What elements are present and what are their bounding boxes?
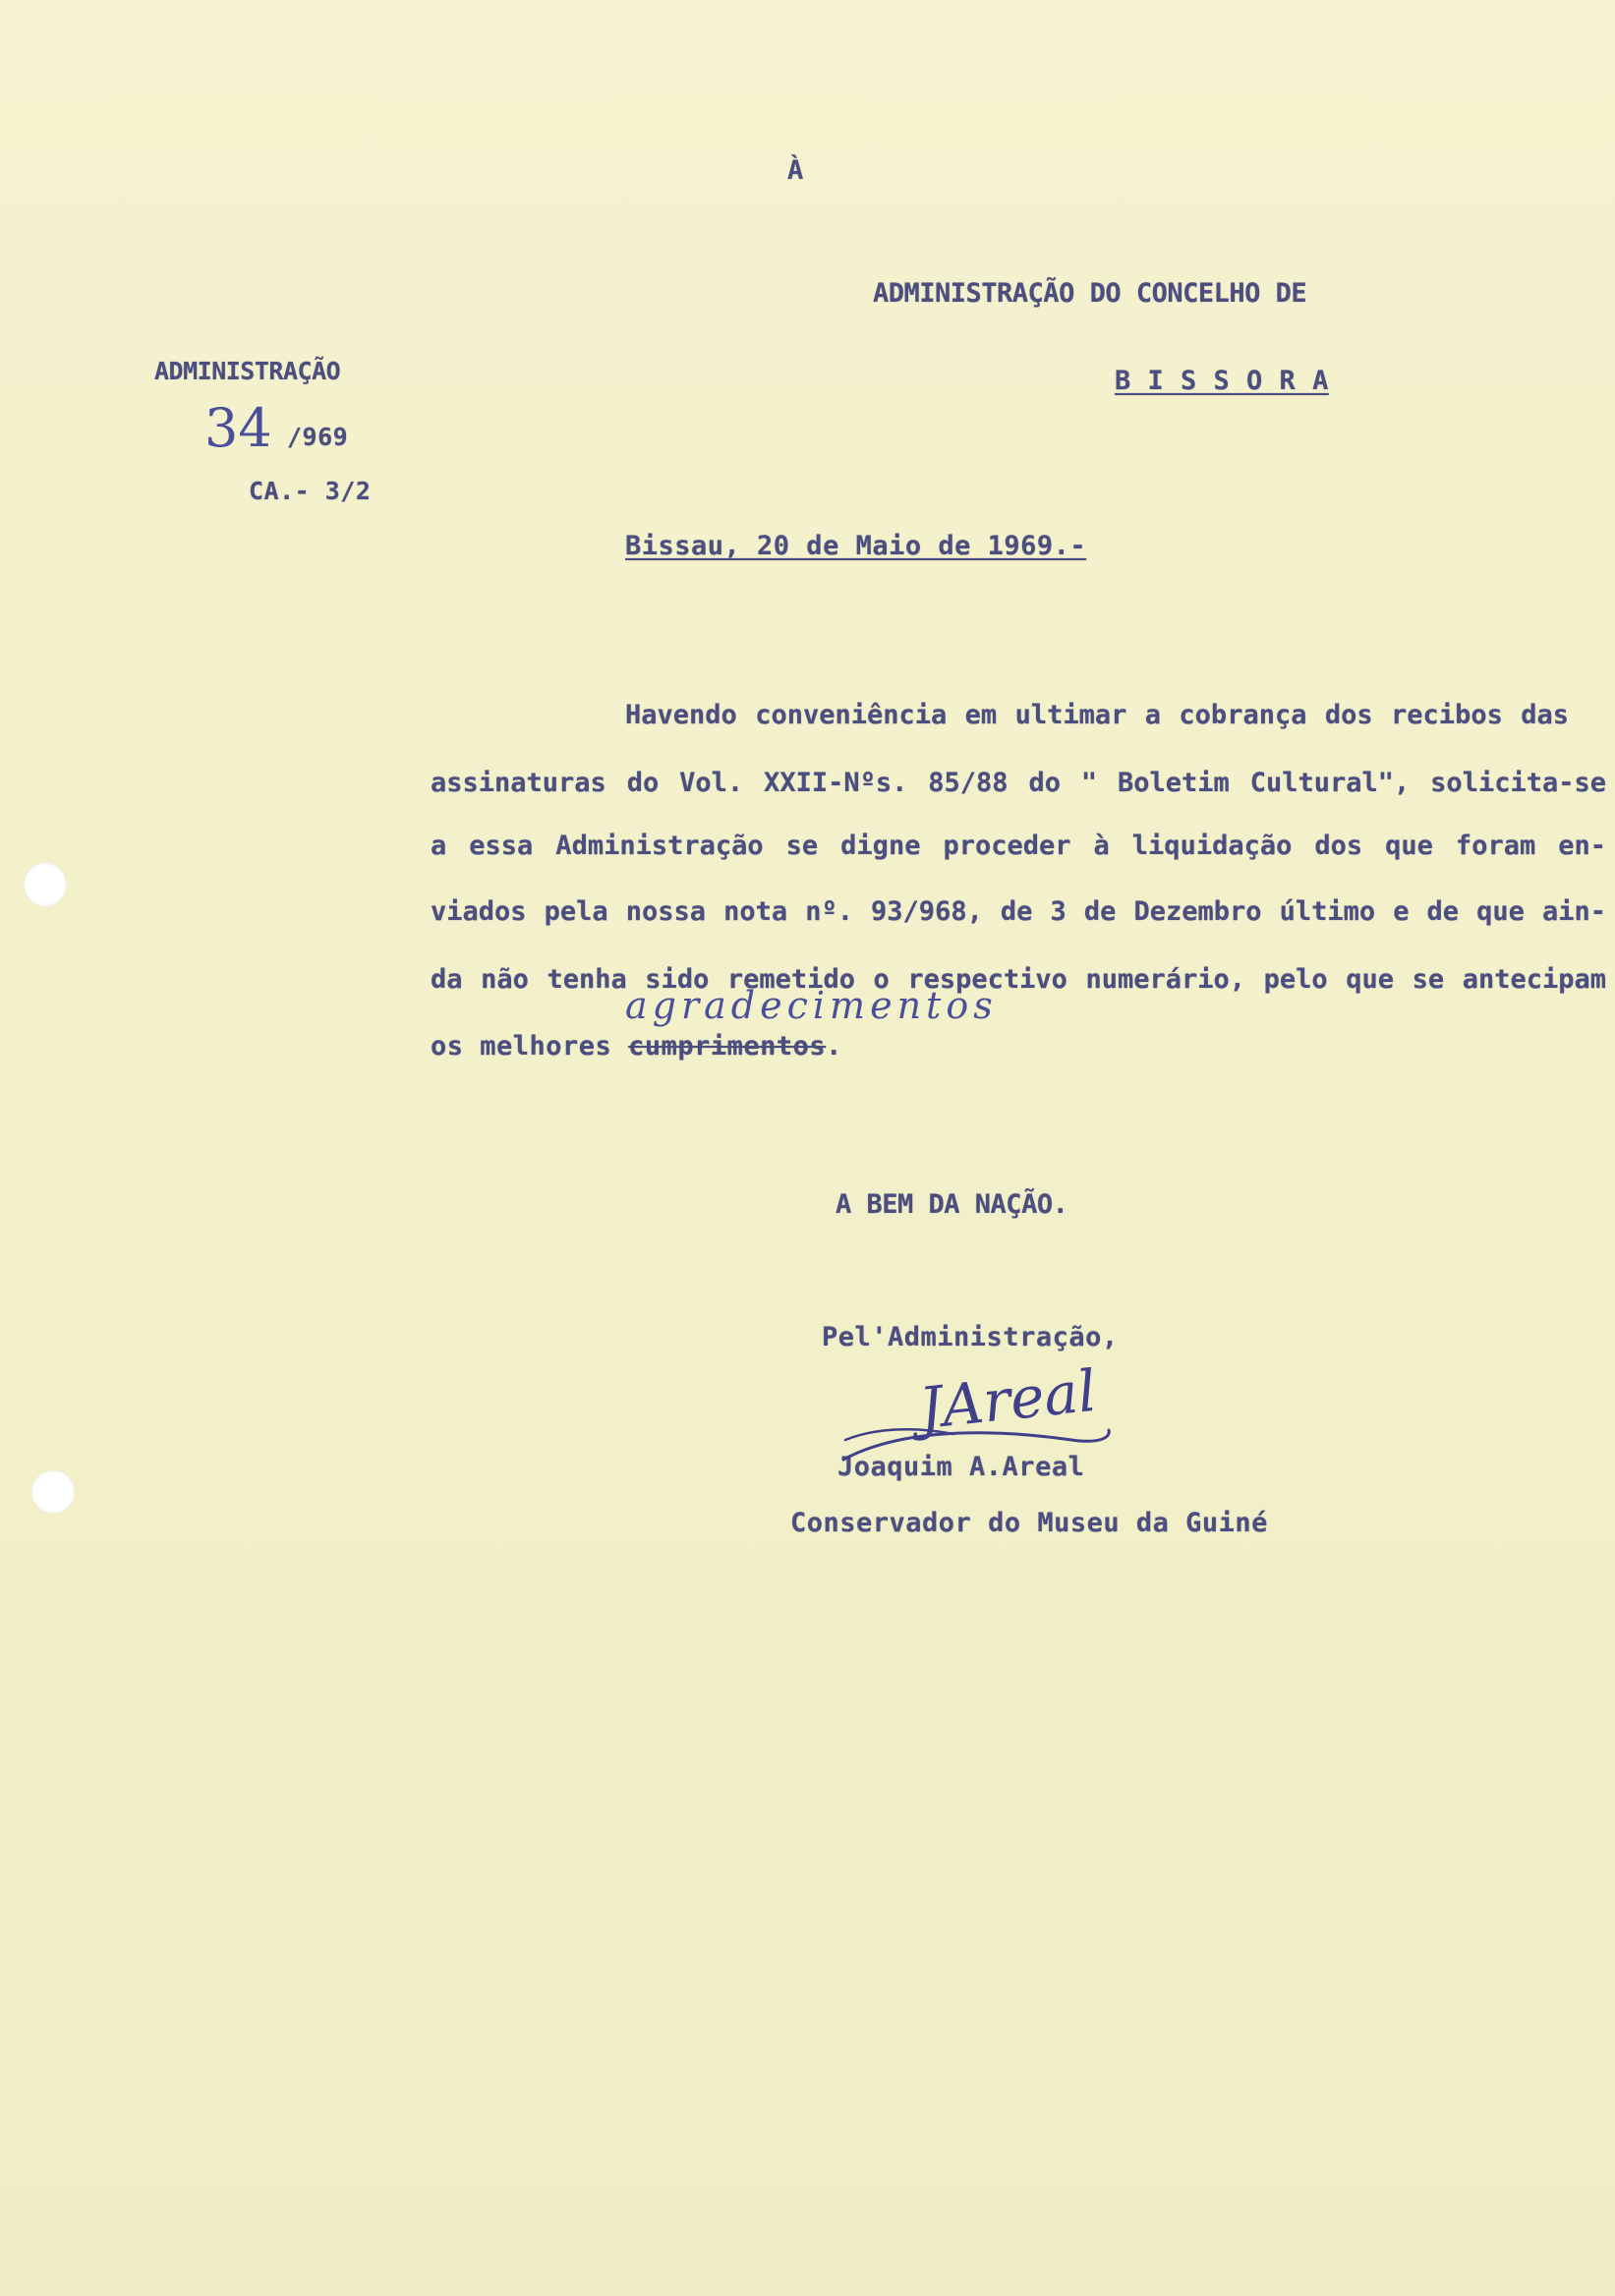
signer-name: Joaquim A.Areal: [837, 1452, 1085, 1482]
on-behalf-line: Pel'Administração,: [822, 1322, 1119, 1352]
body-line-2: assinaturas do Vol. XXII-Nºs. 85/88 do " Boletim Cultural", solicita-se: [431, 768, 1606, 798]
body-line-4: viados pela nossa nota nº. 93/968, de 3 de Dezembro último e de que ain-: [431, 896, 1606, 927]
handwritten-signature: JAreal: [915, 1356, 1100, 1443]
punch-hole-bottom: [31, 1470, 75, 1514]
addressee-to: À: [787, 155, 804, 186]
handwritten-correction: agradecimentos: [625, 984, 998, 1027]
signature-flourish: [836, 1371, 1121, 1479]
addressee-line1: ADMINISTRAÇÃO DO CONCELHO DE: [873, 278, 1307, 309]
reference-number-handwritten: 34: [204, 397, 272, 459]
body-struck-word: cumprimentos: [628, 1031, 827, 1062]
body-line-1: Havendo conveniência em ultimar a cobrança dos recibos das: [625, 700, 1569, 730]
body-line-6: [431, 1031, 842, 1062]
date-line: Bissau, 20 de Maio de 1969.-: [625, 531, 1087, 561]
reference-number-suffix: /969: [287, 423, 349, 451]
reference-code: CA.- 3/2: [249, 477, 372, 505]
closing: A BEM DA NAÇÃO.: [836, 1189, 1068, 1220]
reference-office: ADMINISTRAÇÃO: [154, 357, 341, 385]
body-line-5: da não tenha sido remetido o respectivo numerário, pelo que se antecipam: [431, 964, 1606, 995]
body-line-3: a essa Administração se digne proceder à liquidação dos que foram en-: [431, 831, 1606, 861]
body-last-prefix: os melhores: [431, 1031, 629, 1062]
punch-hole-top: [24, 863, 67, 906]
addressee-line2: B I S S O R A: [1115, 366, 1329, 396]
signer-title: Conservador do Museu da Guiné: [790, 1508, 1268, 1538]
body-last-suffix: .: [826, 1031, 842, 1062]
